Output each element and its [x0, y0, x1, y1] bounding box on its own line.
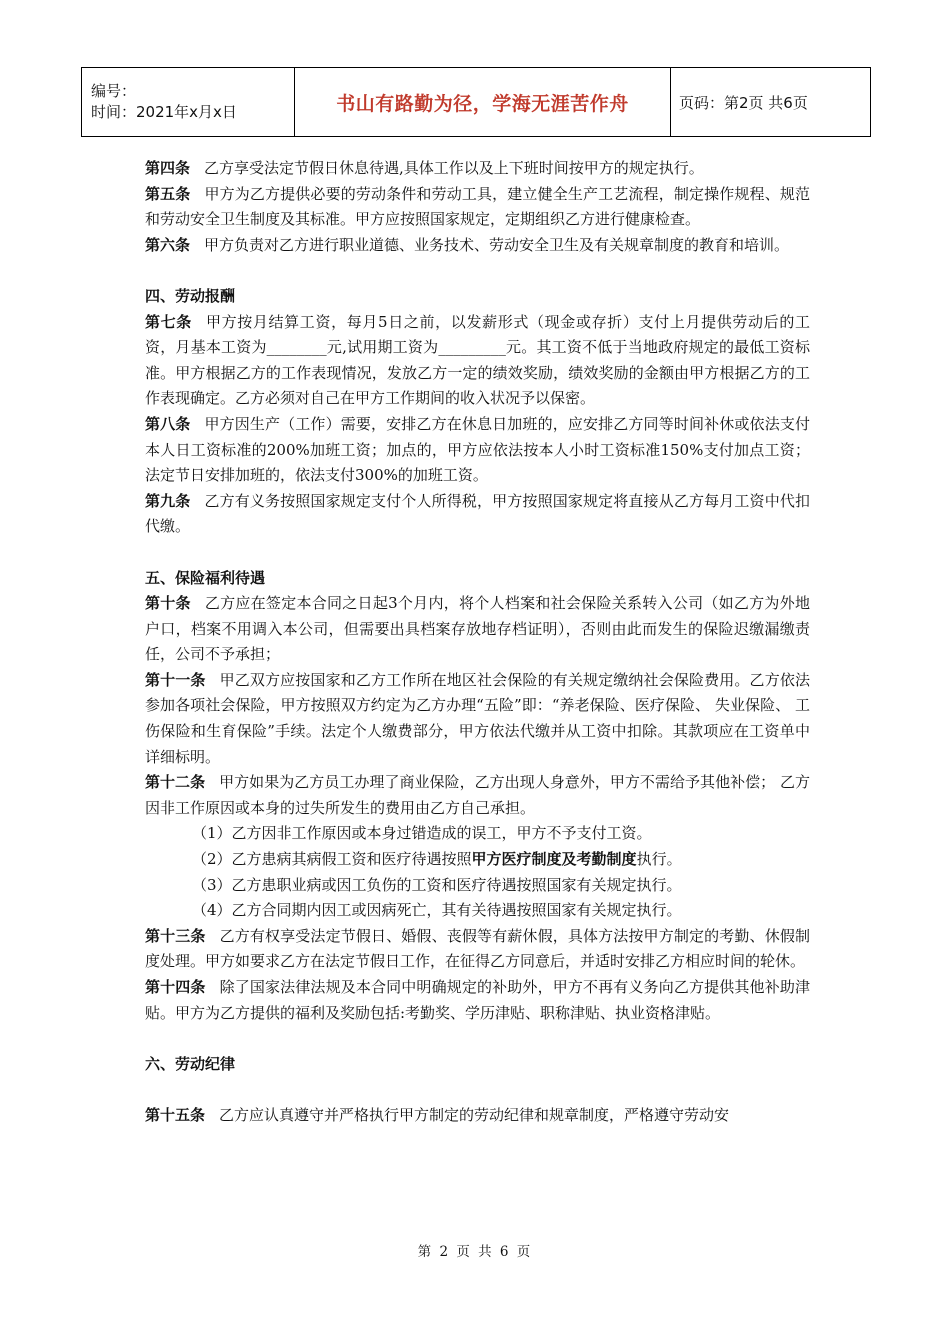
- page-footer: 第 2 页 共 6 页: [417, 1244, 533, 1260]
- article-label: 第七条: [145, 312, 192, 331]
- article-12-item-3: （3）乙方患职业病或因工负伤的工资和医疗待遇按照国家有关规定执行。: [192, 875, 682, 894]
- emphasis-text: 甲方医疗制度及考勤制度: [471, 850, 637, 869]
- article-label: 第十一条: [145, 670, 206, 689]
- article-label: 第九条: [145, 491, 191, 510]
- document-body: [145, 156, 810, 1129]
- page-header: [81, 67, 871, 137]
- article-text: 甲乙双方应按国家和乙方工作所在地区社会保险的有关规定缴纳社会保险费用。乙方依法参加各项社会保险，甲方按照双方约定为乙方办理“五险”即：“养老保险、医疗保险、 失业保险、 工伤保险和生育保险”手续。法定个人缴费部分，甲方依法代缴并从工资中扣除。其款项应在工资单中详细标明。: [145, 670, 810, 766]
- article-8: [145, 412, 810, 489]
- article-text: 甲方为乙方提供必要的劳动条件和劳动工具，建立健全生产工艺流程，制定操作规程、规范和劳动安全卫生制度及其标准。甲方应按照国家规定，定期组织乙方进行健康检查。: [145, 184, 810, 229]
- article-6: [145, 233, 810, 259]
- article-text: 甲方负责对乙方进行职业道德、业务技术、劳动安全卫生及有关规章制度的教育和培训。: [204, 235, 790, 254]
- article-7: [145, 310, 810, 412]
- section-heading-remuneration: 四、劳动报酬: [145, 286, 236, 305]
- article-label: 第十条: [145, 594, 191, 613]
- section-heading-discipline: 六、劳动纪律: [145, 1054, 236, 1073]
- article-text: 乙方有义务按照国家规定支付个人所得税，甲方按照国家规定将直接从乙方每月工资中代扣代缴。: [145, 491, 810, 536]
- article-label: 第四条: [145, 159, 191, 177]
- article-4: [145, 156, 810, 182]
- article-9: [145, 489, 810, 540]
- section-heading-insurance: 五、保险福利待遇: [145, 568, 266, 587]
- article-label: 第十四条: [145, 978, 206, 996]
- article-15: [145, 1103, 810, 1129]
- article-label: 第十三条: [145, 926, 206, 945]
- article-label: 第六条: [145, 235, 191, 254]
- article-text: 甲方因生产（工作）需要，安排乙方在休息日加班的，应安排乙方同等时间补休或依法支付本人日工资标准的200%加班工资；加点的，甲方应依法按本人小时工资标准150%支付加点工资；法定节日安排加班的，依法支付300%的加班工资。: [145, 414, 810, 485]
- article-text: 乙方应认真遵守并严格执行甲方制定的劳动纪律和规章制度，严格遵守劳动安: [219, 1105, 730, 1124]
- article-text: 乙方享受法定节假日休息待遇,具体工作以及上下班时间按甲方的规定执行。: [204, 159, 704, 177]
- article-5: [145, 182, 810, 233]
- header-left-cell: [82, 68, 295, 137]
- header-page-code: 页码：第2页 共6页: [671, 68, 871, 137]
- article-text: 甲方如果为乙方员工办理了商业保险，乙方出现人身意外，甲方不需给予其他补偿； 乙方因非工作原因或本身的过失所发生的费用由乙方自己承担。: [145, 773, 810, 817]
- header-motto: 书山有路勤为径，学海无涯苦作舟: [295, 68, 671, 137]
- article-label: 第十五条: [145, 1105, 206, 1124]
- document-time: 时间：2021年x月x日: [91, 103, 237, 121]
- article-14: [145, 975, 810, 1026]
- article-12-item-4: （4）乙方合同期内因工或因病死亡，其有关待遇按照国家有关规定执行。: [192, 901, 682, 920]
- article-text: 除了国家法律法规及本合同中明确规定的补助外，甲方不再有义务向乙方提供其他补助津贴。甲方为乙方提供的福利及奖励包括:考勤奖、学历津贴、职称津贴、执业资格津贴。: [145, 978, 810, 1022]
- article-label: 第五条: [145, 184, 191, 203]
- article-13: [145, 924, 810, 975]
- document-number-label: 编号：: [91, 82, 137, 100]
- article-text: 乙方应在签定本合同之日起3个月内，将个人档案和社会保险关系转入公司（如乙方为外地户口，档案不用调入本公司，但需要出具档案存放地存档证明），否则由此而发生的保险迟缴漏缴责任，公司不予承担；: [145, 594, 810, 664]
- article-label: 第十二条: [145, 773, 206, 792]
- article-12-item-2: （2）乙方患病其病假工资和医疗待遇按照甲方医疗制度及考勤制度执行。: [192, 850, 682, 869]
- article-10: [145, 591, 810, 668]
- article-text: 甲方按月结算工资，每月5日之前，以发薪形式（现金或存折）支付上月提供劳动后的工资，月基本工资为________元,试用期工资为_________元。其工资不低于当地政府规定的最低工资标准。甲方根据乙方的工作表现情况，发放乙方一定的绩效奖励，绩效奖励的金额由甲方根据乙方的工作表现确定。乙方必须对自己在甲方工作期间的收入状况予以保密。: [145, 312, 810, 408]
- article-11: [145, 668, 810, 770]
- article-text: 乙方有权享受法定节假日、婚假、丧假等有薪休假，具体方法按甲方制定的考勤、休假制度处理。甲方如要求乙方在法定节假日工作，在征得乙方同意后，并适时安排乙方相应时间的轮休。: [145, 926, 810, 971]
- article-label: 第八条: [145, 414, 191, 433]
- article-12: [145, 770, 810, 821]
- article-12-item-1: （1）乙方因非工作原因或本身过错造成的误工，甲方不予支付工资。: [192, 824, 652, 843]
